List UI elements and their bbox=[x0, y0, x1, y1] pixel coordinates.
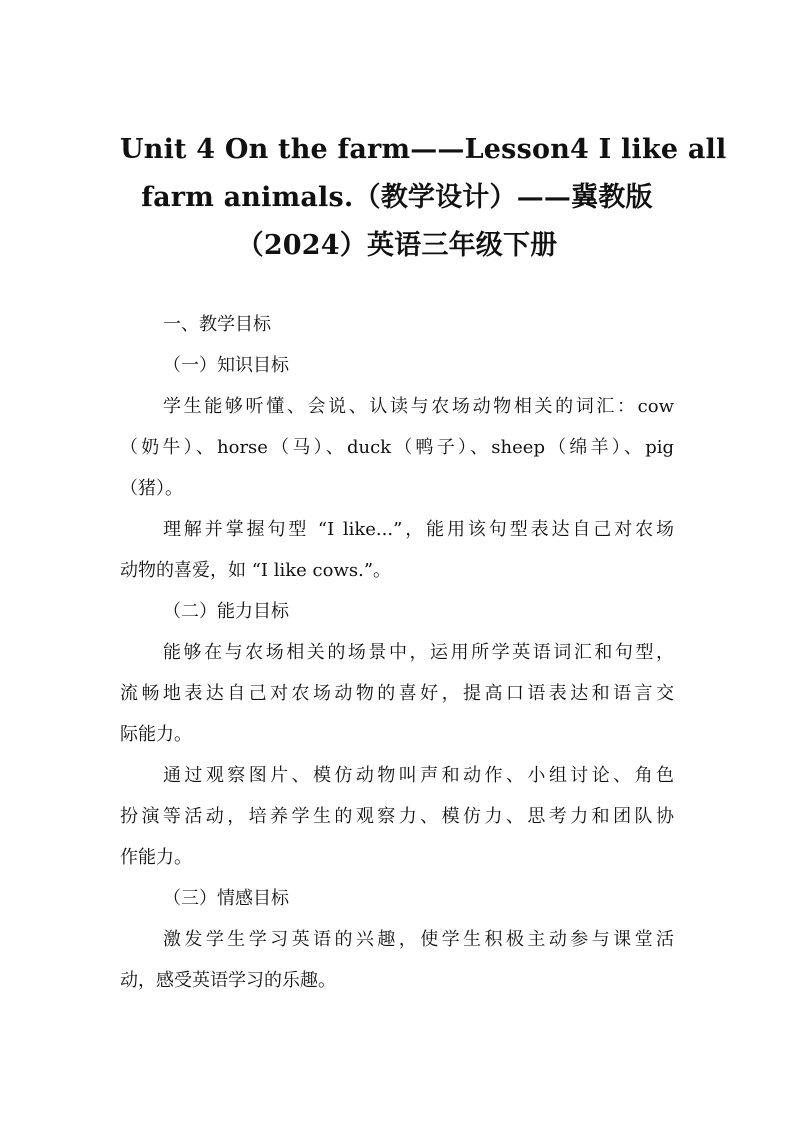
paragraph-line: 理解并掌握句型 “I like...”，能用该句型表达自己对农场 bbox=[163, 519, 674, 540]
paragraph-line: 通过观察图片、模仿动物叫声和动作、小组讨论、角色 bbox=[163, 765, 674, 786]
paragraph-line: 学生能够听懂、会说、认读与农场动物相关的词汇：cow bbox=[163, 396, 674, 417]
knowledge-paragraph-2 bbox=[120, 509, 674, 591]
paragraph-line: （猪）。 bbox=[120, 478, 183, 499]
paragraph-line: （奶牛）、horse（马）、duck（鸭子）、sheep（绵羊）、pig bbox=[120, 437, 674, 458]
paragraph-line: 能够在与农场相关的场景中，运用所学英语词汇和句型， bbox=[163, 642, 674, 663]
knowledge-paragraph-1 bbox=[120, 386, 674, 509]
ability-paragraph-2 bbox=[120, 755, 674, 878]
title-line-2: farm animals.（教学设计）——冀教版 bbox=[141, 182, 653, 213]
paragraph-line: 动，感受英语学习的乐趣。 bbox=[120, 970, 336, 991]
paragraph-line: 作能力。 bbox=[120, 847, 192, 868]
title-line-3: （2024）英语三年级下册 bbox=[236, 230, 558, 261]
title-line-1: Unit 4 On the farm——Lesson4 I like all bbox=[120, 134, 727, 165]
paragraph-line: 动物的喜爱，如 “I like cows.”。 bbox=[120, 560, 392, 581]
ability-paragraph-1 bbox=[120, 632, 674, 755]
section-knowledge: （一）知识目标 bbox=[163, 355, 289, 376]
emotion-paragraph-1 bbox=[120, 919, 674, 1001]
paragraph-line: 际能力。 bbox=[120, 724, 192, 745]
section-objectives: 一、教学目标 bbox=[163, 314, 271, 335]
document-title bbox=[120, 126, 727, 270]
paragraph-line: 扮演等活动，培养学生的观察力、模仿力、思考力和团队协 bbox=[120, 806, 674, 827]
section-emotion: （三）情感目标 bbox=[163, 888, 289, 909]
paragraph-line: 激发学生学习英语的兴趣，使学生积极主动参与课堂活 bbox=[163, 929, 674, 950]
paragraph-line: 流畅地表达自己对农场动物的喜好，提高口语表达和语言交 bbox=[120, 683, 674, 704]
section-ability: （二）能力目标 bbox=[163, 601, 289, 622]
